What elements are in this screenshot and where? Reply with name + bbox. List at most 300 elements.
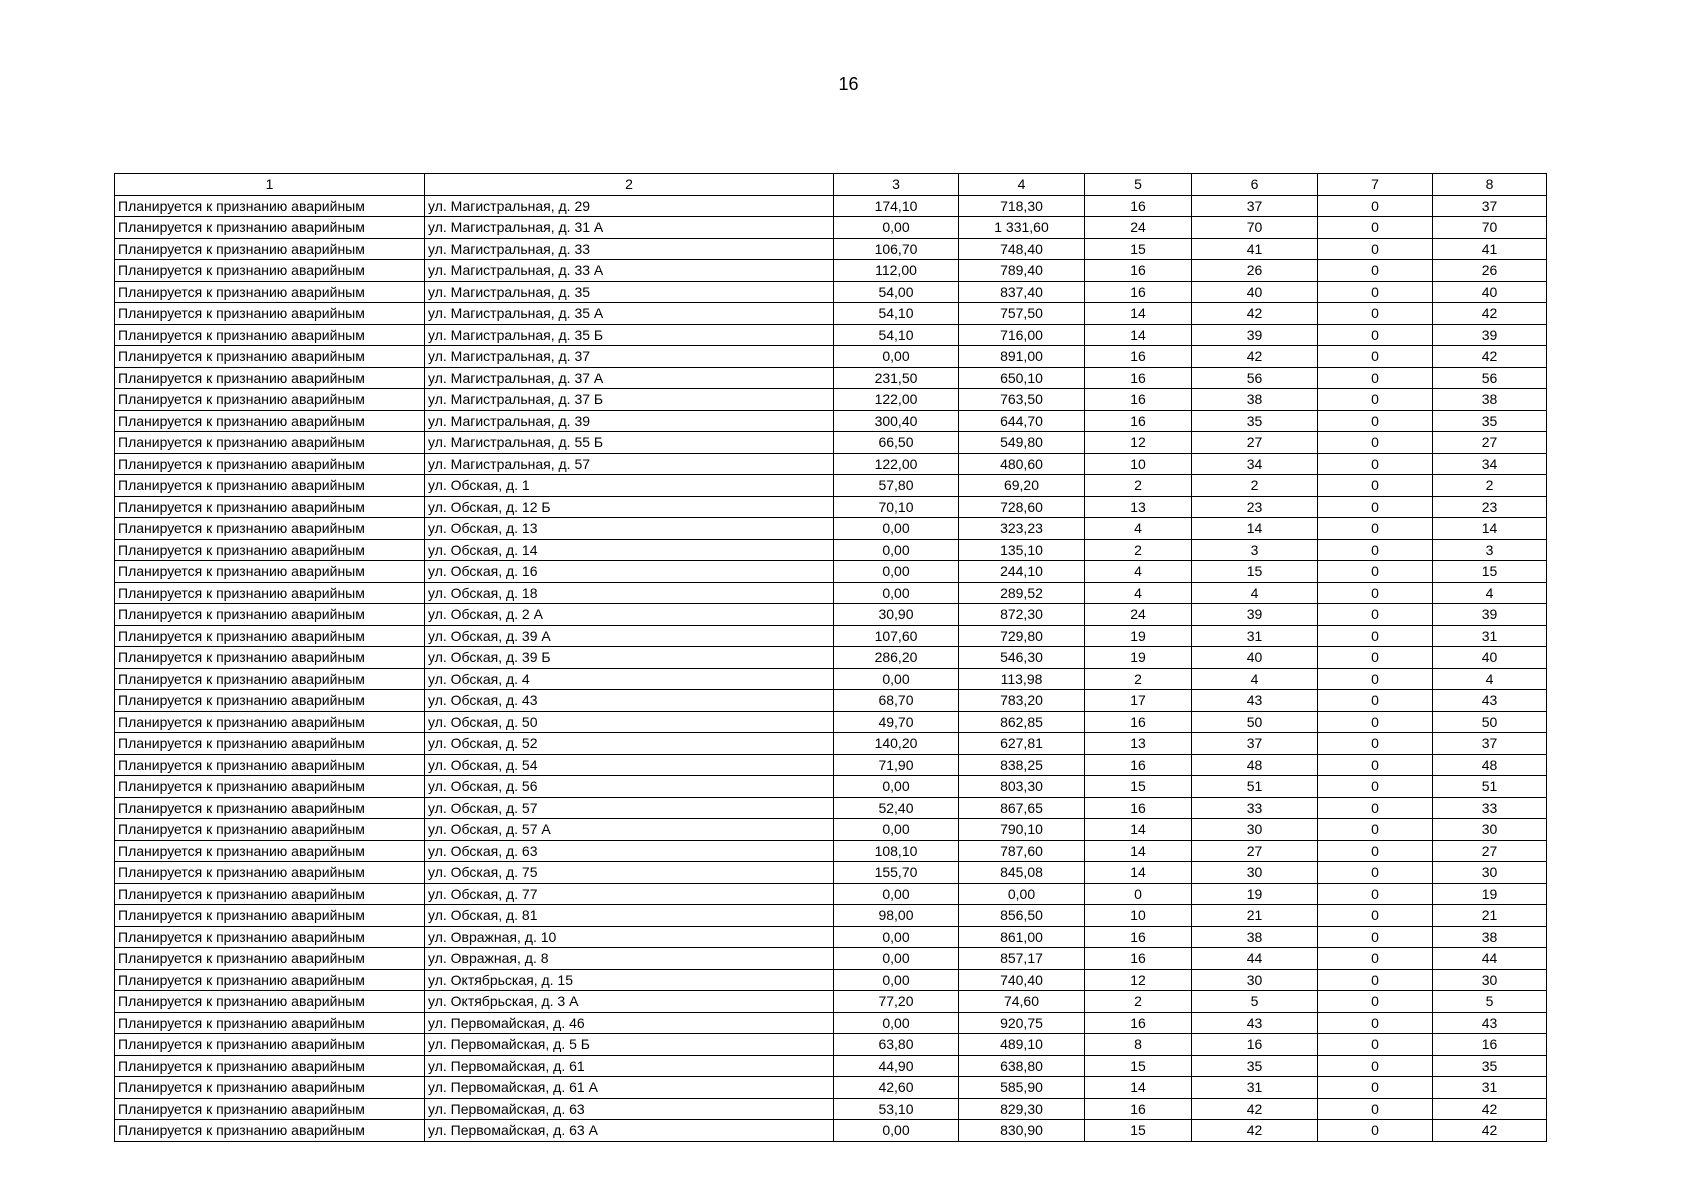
value-cell: 0 <box>1318 389 1433 411</box>
status-cell: Планируется к признанию аварийным <box>115 754 425 776</box>
value-cell: 74,60 <box>959 991 1085 1013</box>
value-cell: 37 <box>1192 733 1318 755</box>
table-row <box>115 496 1547 518</box>
status-cell: Планируется к признанию аварийным <box>115 668 425 690</box>
value-cell: 4 <box>1085 518 1192 540</box>
address-cell: ул. Обская, д. 4 <box>425 668 834 690</box>
value-cell: 16 <box>1085 389 1192 411</box>
value-cell: 0,00 <box>834 926 959 948</box>
value-cell: 0,00 <box>834 668 959 690</box>
value-cell: 300,40 <box>834 410 959 432</box>
value-cell: 40 <box>1192 647 1318 669</box>
value-cell: 0 <box>1318 969 1433 991</box>
value-cell: 12 <box>1085 969 1192 991</box>
value-cell: 56 <box>1192 367 1318 389</box>
housing-table <box>114 173 1547 1142</box>
value-cell: 8 <box>1085 1034 1192 1056</box>
table-row <box>115 432 1547 454</box>
value-cell: 787,60 <box>959 840 1085 862</box>
status-cell: Планируется к признанию аварийным <box>115 475 425 497</box>
value-cell: 37 <box>1192 195 1318 217</box>
value-cell: 63,80 <box>834 1034 959 1056</box>
table-row <box>115 518 1547 540</box>
value-cell: 16 <box>1192 1034 1318 1056</box>
table-row <box>115 926 1547 948</box>
value-cell: 39 <box>1433 324 1547 346</box>
address-cell: ул. Магистральная, д. 31 А <box>425 217 834 239</box>
value-cell: 30 <box>1192 969 1318 991</box>
value-cell: 15 <box>1085 1055 1192 1077</box>
value-cell: 231,50 <box>834 367 959 389</box>
table-row <box>115 410 1547 432</box>
value-cell: 16 <box>1085 410 1192 432</box>
address-cell: ул. Обская, д. 12 Б <box>425 496 834 518</box>
address-cell: ул. Обская, д. 81 <box>425 905 834 927</box>
table-row <box>115 324 1547 346</box>
address-cell: ул. Октябрьская, д. 15 <box>425 969 834 991</box>
status-cell: Планируется к признанию аварийным <box>115 926 425 948</box>
value-cell: 0 <box>1318 561 1433 583</box>
value-cell: 34 <box>1433 453 1547 475</box>
value-cell: 920,75 <box>959 1012 1085 1034</box>
column-number: 6 <box>1192 174 1318 196</box>
value-cell: 0 <box>1318 1034 1433 1056</box>
value-cell: 31 <box>1433 625 1547 647</box>
value-cell: 0,00 <box>834 969 959 991</box>
address-cell: ул. Обская, д. 39 А <box>425 625 834 647</box>
status-cell: Планируется к признанию аварийным <box>115 690 425 712</box>
address-cell: ул. Первомайская, д. 63 А <box>425 1120 834 1142</box>
value-cell: 16 <box>1085 367 1192 389</box>
status-cell: Планируется к признанию аварийным <box>115 260 425 282</box>
address-cell: ул. Обская, д. 13 <box>425 518 834 540</box>
value-cell: 38 <box>1192 926 1318 948</box>
address-cell: ул. Первомайская, д. 61 <box>425 1055 834 1077</box>
value-cell: 2 <box>1192 475 1318 497</box>
value-cell: 33 <box>1192 797 1318 819</box>
table-row <box>115 367 1547 389</box>
value-cell: 3 <box>1433 539 1547 561</box>
value-cell: 857,17 <box>959 948 1085 970</box>
value-cell: 3 <box>1192 539 1318 561</box>
status-cell: Планируется к признанию аварийным <box>115 797 425 819</box>
value-cell: 56 <box>1433 367 1547 389</box>
status-cell: Планируется к признанию аварийным <box>115 303 425 325</box>
table-row <box>115 539 1547 561</box>
column-number: 5 <box>1085 174 1192 196</box>
address-cell: ул. Обская, д. 2 А <box>425 604 834 626</box>
value-cell: 16 <box>1085 711 1192 733</box>
address-cell: ул. Магистральная, д. 29 <box>425 195 834 217</box>
value-cell: 44 <box>1192 948 1318 970</box>
value-cell: 15 <box>1433 561 1547 583</box>
value-cell: 35 <box>1433 410 1547 432</box>
value-cell: 31 <box>1433 1077 1547 1099</box>
value-cell: 50 <box>1433 711 1547 733</box>
table-row <box>115 797 1547 819</box>
value-cell: 0,00 <box>959 883 1085 905</box>
status-cell: Планируется к признанию аварийным <box>115 367 425 389</box>
value-cell: 42,60 <box>834 1077 959 1099</box>
value-cell: 26 <box>1433 260 1547 282</box>
value-cell: 829,30 <box>959 1098 1085 1120</box>
table-row <box>115 840 1547 862</box>
value-cell: 4 <box>1433 582 1547 604</box>
address-cell: ул. Магистральная, д. 37 <box>425 346 834 368</box>
table-row <box>115 281 1547 303</box>
value-cell: 0 <box>1318 346 1433 368</box>
table-row <box>115 690 1547 712</box>
value-cell: 35 <box>1192 410 1318 432</box>
value-cell: 0,00 <box>834 1120 959 1142</box>
address-cell: ул. Обская, д. 16 <box>425 561 834 583</box>
address-cell: ул. Обская, д. 57 <box>425 797 834 819</box>
value-cell: 43 <box>1192 690 1318 712</box>
value-cell: 0 <box>1318 432 1433 454</box>
table-body <box>115 174 1547 1142</box>
value-cell: 0 <box>1318 840 1433 862</box>
value-cell: 0 <box>1318 991 1433 1013</box>
value-cell: 26 <box>1192 260 1318 282</box>
table-header-row <box>115 174 1547 196</box>
value-cell: 0,00 <box>834 217 959 239</box>
table-row <box>115 905 1547 927</box>
value-cell: 0 <box>1318 367 1433 389</box>
value-cell: 861,00 <box>959 926 1085 948</box>
value-cell: 0,00 <box>834 539 959 561</box>
value-cell: 19 <box>1192 883 1318 905</box>
value-cell: 729,80 <box>959 625 1085 647</box>
status-cell: Планируется к признанию аварийным <box>115 1055 425 1077</box>
value-cell: 23 <box>1192 496 1318 518</box>
value-cell: 21 <box>1433 905 1547 927</box>
value-cell: 42 <box>1433 1098 1547 1120</box>
value-cell: 42 <box>1192 346 1318 368</box>
value-cell: 289,52 <box>959 582 1085 604</box>
value-cell: 155,70 <box>834 862 959 884</box>
value-cell: 27 <box>1433 840 1547 862</box>
value-cell: 27 <box>1192 432 1318 454</box>
value-cell: 891,00 <box>959 346 1085 368</box>
status-cell: Планируется к признанию аварийным <box>115 346 425 368</box>
value-cell: 174,10 <box>834 195 959 217</box>
value-cell: 16 <box>1085 281 1192 303</box>
status-cell: Планируется к признанию аварийным <box>115 432 425 454</box>
status-cell: Планируется к признанию аварийным <box>115 1098 425 1120</box>
value-cell: 42 <box>1433 346 1547 368</box>
address-cell: ул. Обская, д. 57 А <box>425 819 834 841</box>
value-cell: 24 <box>1085 217 1192 239</box>
value-cell: 14 <box>1085 303 1192 325</box>
value-cell: 1 331,60 <box>959 217 1085 239</box>
status-cell: Планируется к признанию аварийным <box>115 776 425 798</box>
value-cell: 16 <box>1085 926 1192 948</box>
value-cell: 0,00 <box>834 1012 959 1034</box>
value-cell: 113,98 <box>959 668 1085 690</box>
table-row <box>115 238 1547 260</box>
value-cell: 41 <box>1433 238 1547 260</box>
value-cell: 69,20 <box>959 475 1085 497</box>
status-cell: Планируется к признанию аварийным <box>115 969 425 991</box>
status-cell: Планируется к признанию аварийным <box>115 819 425 841</box>
value-cell: 51 <box>1433 776 1547 798</box>
status-cell: Планируется к признанию аварийным <box>115 711 425 733</box>
table-row <box>115 969 1547 991</box>
value-cell: 30,90 <box>834 604 959 626</box>
value-cell: 14 <box>1085 840 1192 862</box>
value-cell: 70,10 <box>834 496 959 518</box>
value-cell: 66,50 <box>834 432 959 454</box>
value-cell: 0 <box>1318 733 1433 755</box>
value-cell: 4 <box>1085 561 1192 583</box>
status-cell: Планируется к признанию аварийным <box>115 625 425 647</box>
address-cell: ул. Обская, д. 18 <box>425 582 834 604</box>
address-cell: ул. Обская, д. 56 <box>425 776 834 798</box>
value-cell: 0 <box>1318 281 1433 303</box>
table-row <box>115 475 1547 497</box>
value-cell: 12 <box>1085 432 1192 454</box>
value-cell: 54,00 <box>834 281 959 303</box>
value-cell: 37 <box>1433 195 1547 217</box>
status-cell: Планируется к признанию аварийным <box>115 539 425 561</box>
table-row <box>115 711 1547 733</box>
status-cell: Планируется к признанию аварийным <box>115 518 425 540</box>
status-cell: Планируется к признанию аварийным <box>115 862 425 884</box>
address-cell: ул. Овражная, д. 8 <box>425 948 834 970</box>
table-row <box>115 260 1547 282</box>
value-cell: 48 <box>1433 754 1547 776</box>
table-row <box>115 776 1547 798</box>
value-cell: 14 <box>1085 1077 1192 1099</box>
value-cell: 43 <box>1192 1012 1318 1034</box>
value-cell: 17 <box>1085 690 1192 712</box>
value-cell: 14 <box>1085 324 1192 346</box>
table-row <box>115 346 1547 368</box>
value-cell: 0,00 <box>834 346 959 368</box>
value-cell: 42 <box>1192 1098 1318 1120</box>
value-cell: 21 <box>1192 905 1318 927</box>
value-cell: 627,81 <box>959 733 1085 755</box>
value-cell: 0 <box>1318 496 1433 518</box>
value-cell: 0 <box>1318 819 1433 841</box>
table-row <box>115 883 1547 905</box>
value-cell: 30 <box>1433 969 1547 991</box>
value-cell: 638,80 <box>959 1055 1085 1077</box>
value-cell: 2 <box>1085 668 1192 690</box>
value-cell: 4 <box>1192 582 1318 604</box>
value-cell: 37 <box>1433 733 1547 755</box>
address-cell: ул. Обская, д. 75 <box>425 862 834 884</box>
value-cell: 38 <box>1433 389 1547 411</box>
column-number: 1 <box>115 174 425 196</box>
table-row <box>115 303 1547 325</box>
value-cell: 135,10 <box>959 539 1085 561</box>
value-cell: 54,10 <box>834 303 959 325</box>
value-cell: 43 <box>1433 690 1547 712</box>
value-cell: 757,50 <box>959 303 1085 325</box>
table-row <box>115 647 1547 669</box>
value-cell: 0 <box>1318 238 1433 260</box>
value-cell: 0 <box>1318 453 1433 475</box>
value-cell: 0 <box>1318 1098 1433 1120</box>
address-cell: ул. Овражная, д. 10 <box>425 926 834 948</box>
status-cell: Планируется к признанию аварийным <box>115 1120 425 1142</box>
value-cell: 546,30 <box>959 647 1085 669</box>
address-cell: ул. Обская, д. 14 <box>425 539 834 561</box>
value-cell: 489,10 <box>959 1034 1085 1056</box>
value-cell: 44,90 <box>834 1055 959 1077</box>
table-row <box>115 1120 1547 1142</box>
value-cell: 34 <box>1192 453 1318 475</box>
value-cell: 0 <box>1318 217 1433 239</box>
value-cell: 0 <box>1318 647 1433 669</box>
value-cell: 286,20 <box>834 647 959 669</box>
value-cell: 0 <box>1318 905 1433 927</box>
address-cell: ул. Первомайская, д. 5 Б <box>425 1034 834 1056</box>
address-cell: ул. Обская, д. 1 <box>425 475 834 497</box>
value-cell: 38 <box>1433 926 1547 948</box>
value-cell: 19 <box>1085 647 1192 669</box>
status-cell: Планируется к признанию аварийным <box>115 324 425 346</box>
value-cell: 57,80 <box>834 475 959 497</box>
value-cell: 0 <box>1318 883 1433 905</box>
value-cell: 106,70 <box>834 238 959 260</box>
value-cell: 0 <box>1318 539 1433 561</box>
value-cell: 0,00 <box>834 883 959 905</box>
table-row <box>115 668 1547 690</box>
value-cell: 5 <box>1433 991 1547 1013</box>
status-cell: Планируется к признанию аварийным <box>115 217 425 239</box>
value-cell: 39 <box>1192 324 1318 346</box>
value-cell: 42 <box>1192 303 1318 325</box>
value-cell: 52,40 <box>834 797 959 819</box>
value-cell: 830,90 <box>959 1120 1085 1142</box>
value-cell: 19 <box>1433 883 1547 905</box>
value-cell: 783,20 <box>959 690 1085 712</box>
value-cell: 763,50 <box>959 389 1085 411</box>
value-cell: 244,10 <box>959 561 1085 583</box>
value-cell: 70 <box>1192 217 1318 239</box>
table-row <box>115 604 1547 626</box>
address-cell: ул. Магистральная, д. 35 <box>425 281 834 303</box>
value-cell: 54,10 <box>834 324 959 346</box>
value-cell: 13 <box>1085 496 1192 518</box>
address-cell: ул. Обская, д. 52 <box>425 733 834 755</box>
value-cell: 50 <box>1192 711 1318 733</box>
value-cell: 13 <box>1085 733 1192 755</box>
value-cell: 0 <box>1318 410 1433 432</box>
address-cell: ул. Обская, д. 50 <box>425 711 834 733</box>
value-cell: 0 <box>1085 883 1192 905</box>
value-cell: 0 <box>1318 518 1433 540</box>
table-row <box>115 1055 1547 1077</box>
address-cell: ул. Магистральная, д. 57 <box>425 453 834 475</box>
value-cell: 0 <box>1318 690 1433 712</box>
table-row <box>115 754 1547 776</box>
status-cell: Планируется к признанию аварийным <box>115 905 425 927</box>
value-cell: 42 <box>1433 1120 1547 1142</box>
status-cell: Планируется к признанию аварийным <box>115 453 425 475</box>
table-row <box>115 1077 1547 1099</box>
value-cell: 35 <box>1433 1055 1547 1077</box>
value-cell: 718,30 <box>959 195 1085 217</box>
value-cell: 14 <box>1192 518 1318 540</box>
value-cell: 98,00 <box>834 905 959 927</box>
status-cell: Планируется к признанию аварийным <box>115 604 425 626</box>
value-cell: 10 <box>1085 453 1192 475</box>
value-cell: 122,00 <box>834 453 959 475</box>
value-cell: 716,00 <box>959 324 1085 346</box>
value-cell: 867,65 <box>959 797 1085 819</box>
value-cell: 107,60 <box>834 625 959 647</box>
value-cell: 0 <box>1318 475 1433 497</box>
table-row <box>115 733 1547 755</box>
value-cell: 0 <box>1318 1120 1433 1142</box>
value-cell: 549,80 <box>959 432 1085 454</box>
value-cell: 31 <box>1192 1077 1318 1099</box>
value-cell: 16 <box>1085 754 1192 776</box>
value-cell: 0 <box>1318 303 1433 325</box>
value-cell: 39 <box>1433 604 1547 626</box>
value-cell: 16 <box>1085 797 1192 819</box>
table-row <box>115 1098 1547 1120</box>
value-cell: 15 <box>1085 776 1192 798</box>
value-cell: 0,00 <box>834 948 959 970</box>
value-cell: 0,00 <box>834 776 959 798</box>
value-cell: 323,23 <box>959 518 1085 540</box>
value-cell: 16 <box>1085 1098 1192 1120</box>
column-number: 8 <box>1433 174 1547 196</box>
value-cell: 480,60 <box>959 453 1085 475</box>
table-row <box>115 582 1547 604</box>
value-cell: 0 <box>1318 195 1433 217</box>
value-cell: 15 <box>1085 1120 1192 1142</box>
table-row <box>115 625 1547 647</box>
value-cell: 5 <box>1192 991 1318 1013</box>
value-cell: 30 <box>1192 819 1318 841</box>
value-cell: 862,85 <box>959 711 1085 733</box>
value-cell: 42 <box>1433 303 1547 325</box>
value-cell: 27 <box>1433 432 1547 454</box>
value-cell: 14 <box>1085 819 1192 841</box>
value-cell: 49,70 <box>834 711 959 733</box>
value-cell: 108,10 <box>834 840 959 862</box>
value-cell: 14 <box>1433 518 1547 540</box>
value-cell: 0 <box>1318 582 1433 604</box>
value-cell: 42 <box>1192 1120 1318 1142</box>
table-row <box>115 862 1547 884</box>
address-cell: ул. Первомайская, д. 46 <box>425 1012 834 1034</box>
value-cell: 53,10 <box>834 1098 959 1120</box>
address-cell: ул. Магистральная, д. 35 А <box>425 303 834 325</box>
status-cell: Планируется к признанию аварийным <box>115 1012 425 1034</box>
status-cell: Планируется к признанию аварийным <box>115 582 425 604</box>
value-cell: 748,40 <box>959 238 1085 260</box>
value-cell: 40 <box>1192 281 1318 303</box>
value-cell: 35 <box>1192 1055 1318 1077</box>
value-cell: 31 <box>1192 625 1318 647</box>
address-cell: ул. Магистральная, д. 35 Б <box>425 324 834 346</box>
value-cell: 4 <box>1192 668 1318 690</box>
status-cell: Планируется к признанию аварийным <box>115 1034 425 1056</box>
column-number: 7 <box>1318 174 1433 196</box>
value-cell: 38 <box>1192 389 1318 411</box>
value-cell: 0,00 <box>834 819 959 841</box>
value-cell: 27 <box>1192 840 1318 862</box>
address-cell: ул. Обская, д. 39 Б <box>425 647 834 669</box>
value-cell: 0 <box>1318 711 1433 733</box>
table-row <box>115 561 1547 583</box>
